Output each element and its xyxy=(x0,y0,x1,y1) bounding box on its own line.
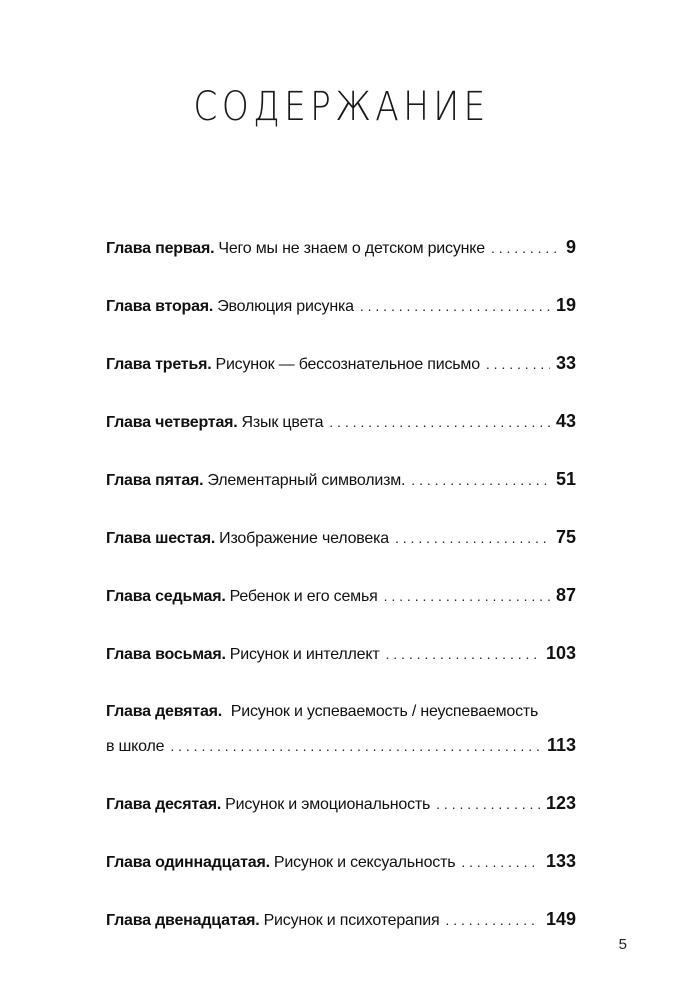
chapter-title: Язык цвета xyxy=(241,414,324,431)
chapter-label: Глава четвертая. xyxy=(106,414,238,431)
chapter-label: Глава третья. xyxy=(106,356,212,373)
dot-leader xyxy=(491,233,560,263)
chapter-label: Глава пятая. xyxy=(106,472,204,489)
page-title: СОДЕРЖАНИЕ xyxy=(193,84,490,130)
chapter-title: Изображение человека xyxy=(219,530,389,547)
chapter-label: Глава седьмая. xyxy=(106,588,226,605)
chapter-label: Глава первая. xyxy=(106,240,215,257)
page-number: 149 xyxy=(545,909,576,929)
table-of-contents xyxy=(106,232,576,934)
page-number: 75 xyxy=(555,527,576,547)
chapter-title: Эволюция рисунка xyxy=(217,298,354,315)
toc-entry[interactable] xyxy=(106,290,576,320)
page-number: 123 xyxy=(545,793,576,813)
chapter-label: Глава восьмая. xyxy=(106,646,226,663)
page-number: 51 xyxy=(555,469,576,489)
page-number: 113 xyxy=(546,735,576,755)
folio-page-number: 5 xyxy=(618,936,627,953)
chapter-title: Рисунок и интеллект xyxy=(229,646,380,663)
page-number: 43 xyxy=(555,411,576,431)
chapter-title: Элементарный символизм. xyxy=(207,472,406,489)
chapter-label: Глава вторая. xyxy=(106,298,214,315)
chapter-title: Рисунок — бессознательное письмо xyxy=(215,356,480,373)
chapter-title: Рисунок и сексуальность xyxy=(273,854,456,871)
page-number: 87 xyxy=(555,585,576,605)
toc-entry[interactable] xyxy=(106,846,576,876)
chapter-title: Ребенок и его семья xyxy=(229,588,378,605)
dot-leader xyxy=(170,731,541,761)
dot-leader xyxy=(385,639,539,669)
dot-leader xyxy=(360,291,550,321)
page-number: 9 xyxy=(565,237,576,257)
chapter-title-continued: в школе xyxy=(106,738,165,755)
dot-leader xyxy=(384,581,550,611)
chapter-label: Глава двенадцатая. xyxy=(106,912,260,929)
chapter-label: Глава десятая. xyxy=(106,796,222,813)
toc-entry[interactable] xyxy=(106,788,576,818)
dot-leader xyxy=(395,523,550,553)
toc-entry[interactable] xyxy=(106,696,576,760)
toc-entry[interactable] xyxy=(106,522,576,552)
chapter-label: Глава одиннадцатая. xyxy=(106,854,270,871)
dot-leader xyxy=(329,407,550,437)
chapter-label: Глава девятая. xyxy=(106,703,223,720)
dot-leader xyxy=(461,847,540,877)
toc-entry[interactable] xyxy=(106,232,576,262)
toc-entry[interactable] xyxy=(106,904,576,934)
page-number: 133 xyxy=(545,851,576,871)
dot-leader xyxy=(445,905,540,935)
chapter-title: Рисунок и эмоциональность xyxy=(225,796,431,813)
chapter-title: Рисунок и успеваемость / неуспеваемость xyxy=(230,703,539,720)
toc-entry[interactable] xyxy=(106,464,576,494)
toc-entry[interactable] xyxy=(106,406,576,436)
page-number: 103 xyxy=(545,643,576,663)
toc-entry[interactable] xyxy=(106,638,576,668)
dot-leader xyxy=(411,465,550,495)
page-number: 33 xyxy=(555,353,576,373)
page-number: 19 xyxy=(555,295,576,315)
chapter-title: Рисунок и психотерапия xyxy=(263,912,440,929)
toc-entry[interactable] xyxy=(106,348,576,378)
toc-entry[interactable] xyxy=(106,580,576,610)
chapter-label: Глава шестая. xyxy=(106,530,216,547)
dot-leader xyxy=(436,789,540,819)
chapter-title: Чего мы не знаем о детском рисунке xyxy=(218,240,485,257)
dot-leader xyxy=(486,349,550,379)
